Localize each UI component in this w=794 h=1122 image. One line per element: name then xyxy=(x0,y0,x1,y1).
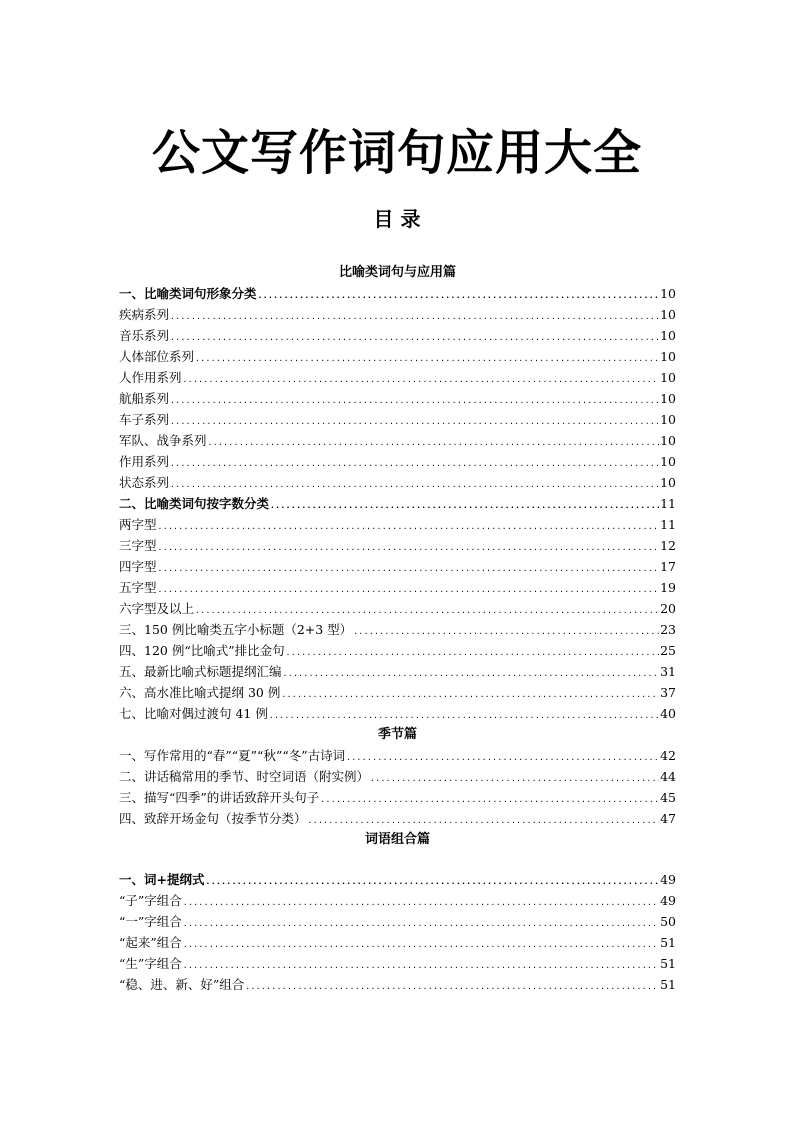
toc-entry[interactable] xyxy=(119,932,676,953)
toc-page-number: 10 xyxy=(660,328,676,343)
toc-entry-label: 车子系列 xyxy=(119,412,170,427)
toc-entry[interactable] xyxy=(119,682,676,703)
toc-dot-leader xyxy=(205,871,659,892)
toc-dot-leader xyxy=(183,892,659,913)
toc-entry[interactable] xyxy=(119,283,676,304)
toc-page-number: 44 xyxy=(660,769,676,784)
toc-dot-leader xyxy=(170,390,659,411)
toc-page-number: 47 xyxy=(660,811,676,826)
toc-entry-label: 一、比喻类词句形象分类 xyxy=(119,286,257,301)
toc-page-number: 10 xyxy=(660,475,676,490)
toc-page-number: 31 xyxy=(660,664,676,679)
toc-page-number: 10 xyxy=(660,286,676,301)
toc-entry[interactable] xyxy=(119,808,676,829)
toc-dot-leader xyxy=(158,516,660,537)
document-title: 公文写作词句应用大全 xyxy=(151,125,642,181)
toc-page-number: 11 xyxy=(660,496,676,511)
toc-entry[interactable] xyxy=(119,346,676,367)
toc-dot-leader xyxy=(195,600,659,621)
toc-dot-leader xyxy=(346,747,659,768)
toc-entry-label: 四、120 例“比喻式”排比金句 xyxy=(119,643,285,658)
toc-entry[interactable] xyxy=(119,535,676,556)
table-of-contents xyxy=(119,262,676,995)
toc-entry[interactable] xyxy=(119,766,676,787)
toc-entry-label: 五字型 xyxy=(119,580,157,595)
toc-entry-label: 军队、战争系列 xyxy=(119,433,207,448)
toc-page-number: 45 xyxy=(660,790,676,805)
toc-page-number: 10 xyxy=(660,307,676,322)
toc-entry-label: 状态系列 xyxy=(119,475,170,490)
toc-dot-leader xyxy=(283,663,660,684)
toc-entry-label: “稳、进、新、好”组合 xyxy=(119,977,245,992)
toc-page-number: 10 xyxy=(660,412,676,427)
toc-entry[interactable] xyxy=(119,514,676,535)
toc-entry-label: 两字型 xyxy=(119,517,157,532)
toc-page-number: 50 xyxy=(660,914,676,929)
toc-entry-label: “子”字组合 xyxy=(119,893,182,908)
toc-dot-leader xyxy=(170,306,659,327)
toc-dot-leader xyxy=(208,432,660,453)
toc-entry-label: 三、150 例比喻类五字小标题（2+3 型） xyxy=(119,622,353,637)
toc-section-title: 比喻类词句与应用篇 xyxy=(338,265,456,280)
toc-entry[interactable] xyxy=(119,451,676,472)
toc-dot-leader xyxy=(281,684,659,705)
toc-section-title: 季节篇 xyxy=(377,727,417,742)
toc-page-number: 49 xyxy=(660,893,676,908)
toc-entry[interactable] xyxy=(119,661,676,682)
toc-entry-label: 六、高水准比喻式提纲 30 例 xyxy=(119,685,281,700)
toc-dot-leader xyxy=(170,327,659,348)
toc-entry-label: 五、最新比喻式标题提纲汇编 xyxy=(119,664,282,679)
toc-page-number: 49 xyxy=(660,872,676,887)
toc-entry-label: 二、讲话稿常用的季节、时空词语（附实例） xyxy=(119,769,370,784)
toc-entry-label: 音乐系列 xyxy=(119,328,170,343)
toc-page-number: 12 xyxy=(660,538,676,553)
toc-entry-label: 三、描写“四季”的讲话致辞开头句子 xyxy=(119,790,320,805)
toc-dot-leader xyxy=(195,348,659,369)
toc-entry[interactable] xyxy=(119,577,676,598)
toc-dot-leader xyxy=(245,976,659,997)
toc-dot-leader xyxy=(170,453,659,474)
toc-page-number: 40 xyxy=(660,706,676,721)
toc-section-title: 词语组合篇 xyxy=(364,832,430,847)
toc-page-number: 20 xyxy=(660,601,676,616)
toc-entry-label: 人体部位系列 xyxy=(119,349,195,364)
toc-dot-leader xyxy=(320,789,659,810)
toc-dot-leader xyxy=(270,495,659,516)
toc-dot-leader xyxy=(286,642,659,663)
toc-entry-label: 二、比喻类词句按字数分类 xyxy=(119,496,270,511)
toc-entry[interactable] xyxy=(119,472,676,493)
toc-entry-label: 七、比喻对偶过渡句 41 例 xyxy=(119,706,268,721)
toc-entry-label: “生”字组合 xyxy=(119,956,182,971)
toc-page-number: 51 xyxy=(660,977,676,992)
toc-entry-label: 作用系列 xyxy=(119,454,170,469)
toc-page-number: 42 xyxy=(660,748,676,763)
toc-entry-label: “起来”组合 xyxy=(119,935,182,950)
toc-entry[interactable] xyxy=(119,745,676,766)
toc-entry[interactable] xyxy=(119,787,676,808)
toc-page-number: 37 xyxy=(660,685,676,700)
toc-entry-label: 一、词+提纲式 xyxy=(119,872,205,887)
toc-entry-label: 一、写作常用的“春”“夏”“秋”“冬”古诗词 xyxy=(119,748,346,763)
toc-dot-leader xyxy=(258,285,660,306)
toc-entry-label: “一”字组合 xyxy=(119,914,182,929)
toc-entry-label: 四字型 xyxy=(119,559,157,574)
toc-entry-label: 航船系列 xyxy=(119,391,170,406)
toc-entry[interactable] xyxy=(119,388,676,409)
toc-entry-label: 四、致辞开场金句（按季节分类） xyxy=(119,811,307,826)
toc-page-number: 23 xyxy=(660,622,676,637)
toc-page-number: 10 xyxy=(660,391,676,406)
toc-entry[interactable] xyxy=(119,430,676,451)
toc-entry[interactable] xyxy=(119,493,676,514)
toc-page-number: 11 xyxy=(660,517,676,532)
toc-entry[interactable] xyxy=(119,325,676,346)
toc-dot-leader xyxy=(308,810,660,831)
toc-entry-label: 三字型 xyxy=(119,538,157,553)
toc-entry[interactable] xyxy=(119,974,676,995)
toc-page-number: 51 xyxy=(660,956,676,971)
toc-page-number: 10 xyxy=(660,433,676,448)
toc-dot-leader xyxy=(353,621,659,642)
toc-entry[interactable] xyxy=(119,409,676,430)
toc-page-number: 19 xyxy=(660,580,676,595)
toc-entry-label: 疾病系列 xyxy=(119,307,170,322)
toc-page-number: 17 xyxy=(660,559,676,574)
toc-page-number: 51 xyxy=(660,935,676,950)
toc-entry[interactable] xyxy=(119,640,676,661)
toc-entry[interactable] xyxy=(119,953,676,974)
toc-page-number: 10 xyxy=(660,349,676,364)
toc-entry[interactable] xyxy=(119,556,676,577)
toc-dot-leader xyxy=(158,558,660,579)
toc-entry[interactable] xyxy=(119,619,676,640)
toc-dot-leader xyxy=(269,705,659,726)
toc-entry[interactable] xyxy=(119,598,676,619)
toc-entry[interactable] xyxy=(119,367,676,388)
toc-entry[interactable] xyxy=(119,911,676,932)
toc-heading: 目 录 xyxy=(373,207,421,231)
toc-page-number: 25 xyxy=(660,643,676,658)
toc-dot-leader xyxy=(370,768,659,789)
toc-entry-label: 人作用系列 xyxy=(119,370,182,385)
toc-dot-leader xyxy=(158,537,660,558)
toc-dot-leader xyxy=(183,934,659,955)
toc-entry[interactable] xyxy=(119,890,676,911)
toc-page-number: 10 xyxy=(660,454,676,469)
toc-dot-leader xyxy=(183,955,659,976)
toc-dot-leader xyxy=(170,474,659,495)
toc-dot-leader xyxy=(158,579,660,600)
toc-entry[interactable] xyxy=(119,304,676,325)
toc-entry[interactable] xyxy=(119,869,676,890)
toc-dot-leader xyxy=(183,913,659,934)
toc-page-number: 10 xyxy=(660,370,676,385)
toc-entry-label: 六字型及以上 xyxy=(119,601,195,616)
toc-dot-leader xyxy=(183,369,660,390)
toc-dot-leader xyxy=(170,411,659,432)
toc-entry[interactable] xyxy=(119,703,676,724)
